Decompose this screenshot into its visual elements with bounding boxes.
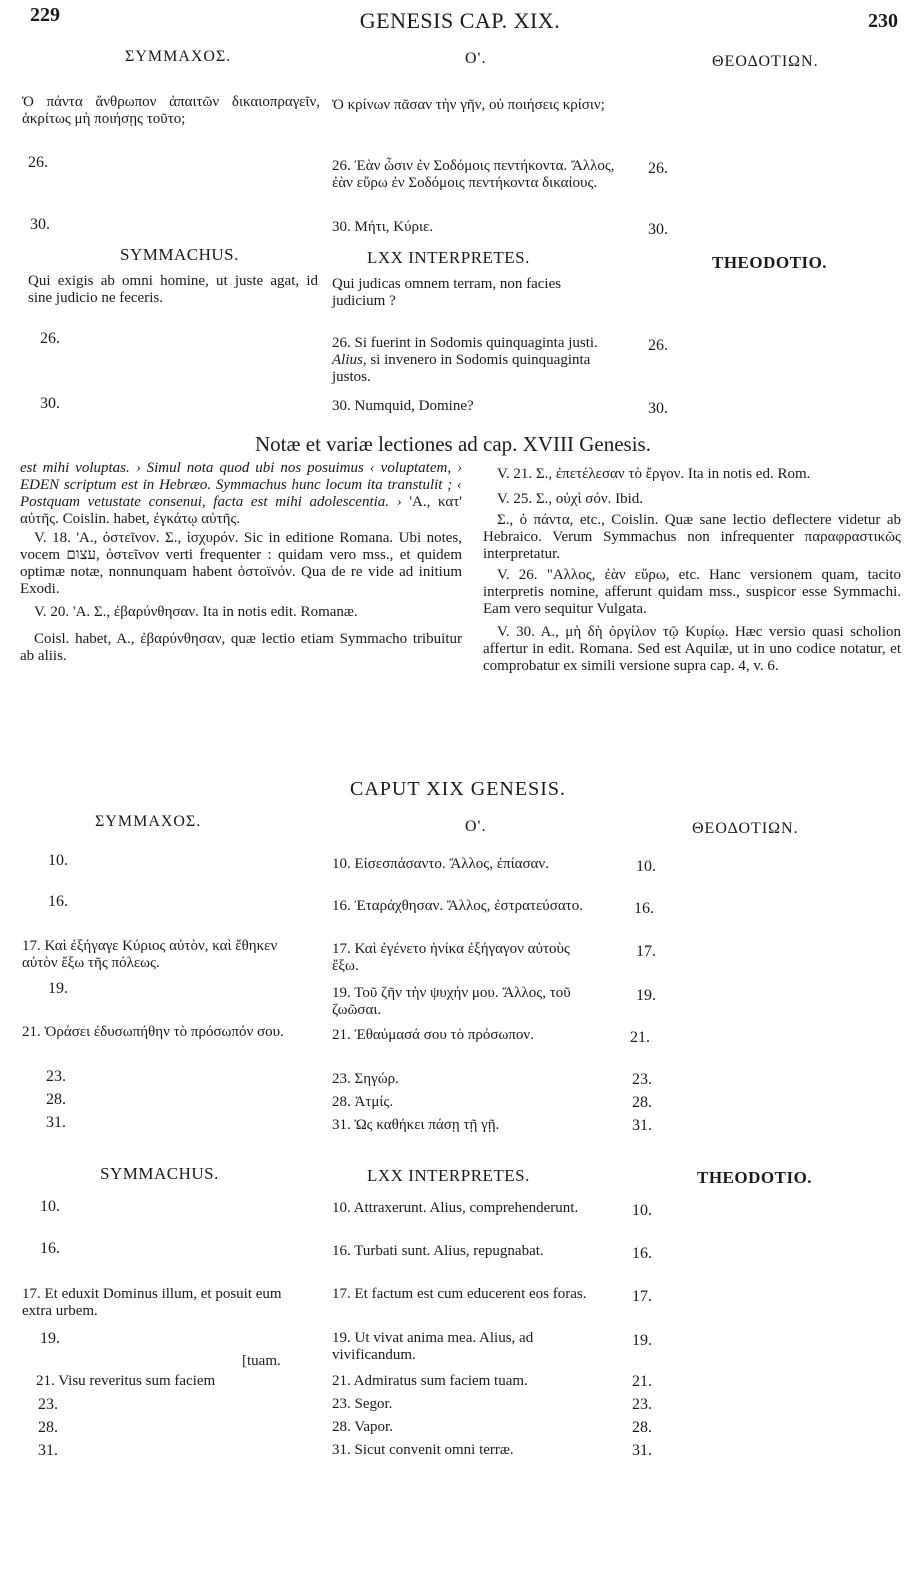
greek-symmachus-verse: 16. <box>48 893 68 910</box>
latin-lxx-verse: 19. Ut vivat anima mea. Alius, ad vivificandum. <box>332 1330 534 1363</box>
latin-theodotion-verse: 28. <box>632 1419 652 1436</box>
latin-symmachus-verse: 16. <box>40 1240 60 1257</box>
latin-lxx-verse: 21. Admiratus sum faciem tuam. <box>332 1373 528 1389</box>
latin-lxx-verse: 17. Et factum est cum educerent eos foras. <box>332 1286 587 1302</box>
latin-symmachus-verse: 17. Et eduxit Dominus illum, et posuit eum extra urbem. <box>22 1286 282 1319</box>
greek-lxx-verse: 23. Σηγώρ. <box>332 1071 399 1087</box>
greek-lxx-verse: 31. Ὡς καθήκει πάσῃ τῇ γῇ. <box>332 1117 500 1133</box>
note-paragraph: V. 20. 'A. Σ., ἐβαρύνθησαν. Ita in notis edit. Romanæ. <box>34 604 358 620</box>
greek-lxx-verse: 30. Μήτι, Κύριε. <box>332 219 434 235</box>
greek-symmachus-verse: 23. <box>46 1068 66 1085</box>
latin-theodotion-verse: 17. <box>632 1288 652 1305</box>
greek-symmachus-verse-number: 30. <box>30 216 50 233</box>
greek-theodotion-verse: 17. <box>636 943 656 960</box>
greek-header-lxx: Ο'. <box>465 50 487 67</box>
latin-lxx-verse-25: Qui judicas omnem terram, non facies judicium ? <box>332 276 562 309</box>
greek-symmachus-verse: 28. <box>46 1091 66 1108</box>
right-page-number: 230 <box>868 10 898 32</box>
note-paragraph: est mihi voluptas. › Simul nota quod ubi nos posuimus ‹ voluptatem, › EDEN scriptum est in Hebræo. Symmachus hunc locum ita transtulit ; ‹ Postquam vetustate consenui, facta est mihi adolescentia. › 'A., κατ' αὐτῆς. Coislin. habet, ἐγκάτῳ αὐτῆς. <box>20 460 463 527</box>
greek-symmachus-verse: 17. Καὶ ἐξήγαγε Κύριος αὐτὸν, καὶ ἔθηκεν αὐτὸν ἔξω τῆς πόλεως. <box>22 938 278 971</box>
chapter-caption: CAPUT XIX GENESIS. <box>350 778 566 800</box>
greek-symmachus-verse-number: 26. <box>28 154 48 171</box>
latin-theodotion-verse: 19. <box>632 1332 652 1349</box>
latin-theodotion-verse: 10. <box>632 1202 652 1219</box>
notes-left-column <box>20 460 462 665</box>
greek-lxx-verse: 17. Καὶ ἐγένετο ἡνίκα ἐξήγαγον αὐτοὺς ἔξω. <box>332 941 570 974</box>
latin-symmachus-verse: 10. <box>40 1198 60 1215</box>
latin-symmachus-runover: [tuam. <box>242 1353 281 1369</box>
latin-symmachus-verse: 23. <box>38 1396 58 1413</box>
latin-lxx-verse: 30. Numquid, Domine? <box>332 398 474 414</box>
note-paragraph: V. 25. Σ., οὐχὶ σόν. Ibid. <box>497 491 644 507</box>
greek-theodotion-verse: 19. <box>636 987 656 1004</box>
latin-symmachus-verse-25: Qui exigis ab omni homine, ut juste agat, id sine judicio ne feceris. <box>28 273 318 306</box>
greek-lxx-verse: 21. Ἐθαύμασά σου τὸ πρόσωπον. <box>332 1027 534 1043</box>
latin-header-lxx: LXX INTERPRETES. <box>367 248 530 267</box>
greek-symmachus-verse: 19. <box>48 980 68 997</box>
note-paragraph: Σ., ὁ πάντα, etc., Coislin. Quæ sane lectio deflectere videtur ab Hebraico. Verum Symmachus non infrequenter παραφραστικῶς interpretatur. <box>483 512 901 562</box>
latin-theodotion-verse-number: 26. <box>648 337 668 354</box>
greek-lxx-verse: 19. Τοῦ ζῆν τὴν ψυχήν μου. Ἄλλος, τοῦ ζωῶσαι. <box>332 985 571 1018</box>
greek-theodotion-verse: 21. <box>630 1029 650 1046</box>
latin-lxx-verse: 16. Turbati sunt. Alius, repugnabat. <box>332 1243 544 1259</box>
latin-header-theodotion: THEODOTIO. <box>697 1168 813 1187</box>
greek-lxx-verse: 10. Εἰσεσπάσαντο. Ἄλλος, ἐπίασαν. <box>332 856 549 872</box>
greek-header-symmachus: ΣΥΜΜΑΧΟΣ. <box>95 813 202 830</box>
greek-theodotion-verse: 28. <box>632 1094 652 1111</box>
notes-right-column <box>483 466 901 675</box>
latin-theodotion-verse: 31. <box>632 1442 652 1459</box>
latin-symmachus-verse-number: 26. <box>40 330 60 347</box>
greek-theodotion-verse-number: 26. <box>648 160 668 177</box>
note-paragraph: V. 30. A., μὴ δὴ ὀργίλον τῷ Κυρίῳ. Hæc versio quasi scholion affertur in edit. Romana. Sed est Aquilæ, ut in uno codice notatur, et comprobatur ex simili versione supra cap. 4, v. 6. <box>483 624 901 674</box>
latin-header-theodotion: THEODOTIO. <box>712 253 828 272</box>
latin-lxx-verse: 31. Sicut convenit omni terræ. <box>332 1442 514 1458</box>
left-page-number: 229 <box>30 4 60 26</box>
latin-symmachus-verse: 21. Visu reveritus sum faciem <box>36 1373 216 1389</box>
greek-theodotion-verse-number: 30. <box>648 221 668 238</box>
greek-theodotion-verse: 31. <box>632 1117 652 1134</box>
greek-theodotion-verse: 16. <box>634 900 654 917</box>
note-paragraph: Coisl. habet, A., ἐβαρύνθησαν, quæ lectio etiam Symmacho tribuitur ab aliis. <box>20 631 462 664</box>
latin-theodotion-verse: 21. <box>632 1373 652 1390</box>
latin-header-lxx: LXX INTERPRETES. <box>367 1166 530 1185</box>
greek-symmachus-verse: 10. <box>48 852 68 869</box>
running-title: GENESIS CAP. XIX. <box>359 8 561 33</box>
note-paragraph: V. 21. Σ., ἐπετέλεσαν τὸ ἔργον. Ita in notis ed. Rom. <box>497 466 811 482</box>
latin-symmachus-verse: 28. <box>38 1419 58 1436</box>
latin-theodotion-verse-number: 30. <box>648 400 668 417</box>
latin-symmachus-verse: 19. <box>40 1330 60 1347</box>
greek-theodotion-verse: 23. <box>632 1071 652 1088</box>
greek-symmachus-verse-25: Ὁ πάντα ἄνθρωπον ἀπαιτῶν δικαιοπραγεῖν, ἀκρίτως μὴ ποιήσῃς τοῦτο; <box>22 94 320 127</box>
greek-header-lxx: Ο'. <box>465 818 487 835</box>
greek-header-theodotion: ΘΕΟΔΟΤΙΩΝ. <box>692 820 799 837</box>
note-paragraph: V. 18. 'A., ὀστεῖνον. Σ., ἰσχυρόν. Sic in editione Romana. Ubi notes, vocem עצום, ὀστεῖνον verti frequenter : quidam vero mss., et quidem optimæ notæ, nonnunquam habent ὀστοϊνόν. Qua de re vide ad initium Exodi. <box>20 530 463 597</box>
latin-lxx-verse: 10. Attraxerunt. Alius, comprehenderunt. <box>332 1200 579 1216</box>
latin-lxx-verse: 23. Segor. <box>332 1396 393 1412</box>
greek-lxx-verse-25: Ὁ κρίνων πᾶσαν τὴν γῆν, οὐ ποιήσεις κρίσιν; <box>332 97 605 113</box>
greek-header-symmachus: ΣΥΜΜΑΧΟΣ. <box>125 48 232 65</box>
latin-header-symmachus: SYMMACHUS. <box>100 1164 219 1183</box>
greek-lxx-verse: 16. Ἐταράχθησαν. Ἄλλος, ἐστρατεύσατο. <box>332 898 583 914</box>
latin-theodotion-verse: 16. <box>632 1245 652 1262</box>
latin-lxx-verse: 26. Si fuerint in Sodomis quinquaginta justi. Alius, si invenero in Sodomis quinquaginta justos. <box>332 335 598 385</box>
greek-theodotion-verse: 10. <box>636 858 656 875</box>
latin-symmachus-verse-number: 30. <box>40 395 60 412</box>
notes-title: Notæ et variæ lectiones ad cap. XVIII Genesis. <box>255 432 651 456</box>
note-paragraph: V. 26. "Αλλος, ἐὰν εὕρω, etc. Hanc versionem quam, tacito interpretis nomine, afferunt quidam mss., suspicor esse Symmachi. Eam vero sequitur Vulgata. <box>483 567 901 617</box>
greek-symmachus-verse: 31. <box>46 1114 66 1131</box>
latin-header-symmachus: SYMMACHUS. <box>120 245 239 264</box>
latin-symmachus-verse: 31. <box>38 1442 58 1459</box>
greek-symmachus-verse: 21. Ὁράσει ἐδυσωπήθην τὸ πρόσωπόν σου. <box>22 1024 284 1040</box>
greek-header-theodotion: ΘΕΟΔΟΤΙΩΝ. <box>712 53 819 70</box>
greek-lxx-verse: 28. Ἀτμίς. <box>332 1094 394 1110</box>
greek-lxx-verse: 26. Ἐὰν ὦσιν ἐν Σοδόμοις πεντήκοντα. Ἄλλος, ἐὰν εὕρω ἐν Σοδόμοις πεντήκοντα δικαίους. <box>332 158 615 191</box>
latin-lxx-verse: 28. Vapor. <box>332 1419 393 1435</box>
latin-theodotion-verse: 23. <box>632 1396 652 1413</box>
